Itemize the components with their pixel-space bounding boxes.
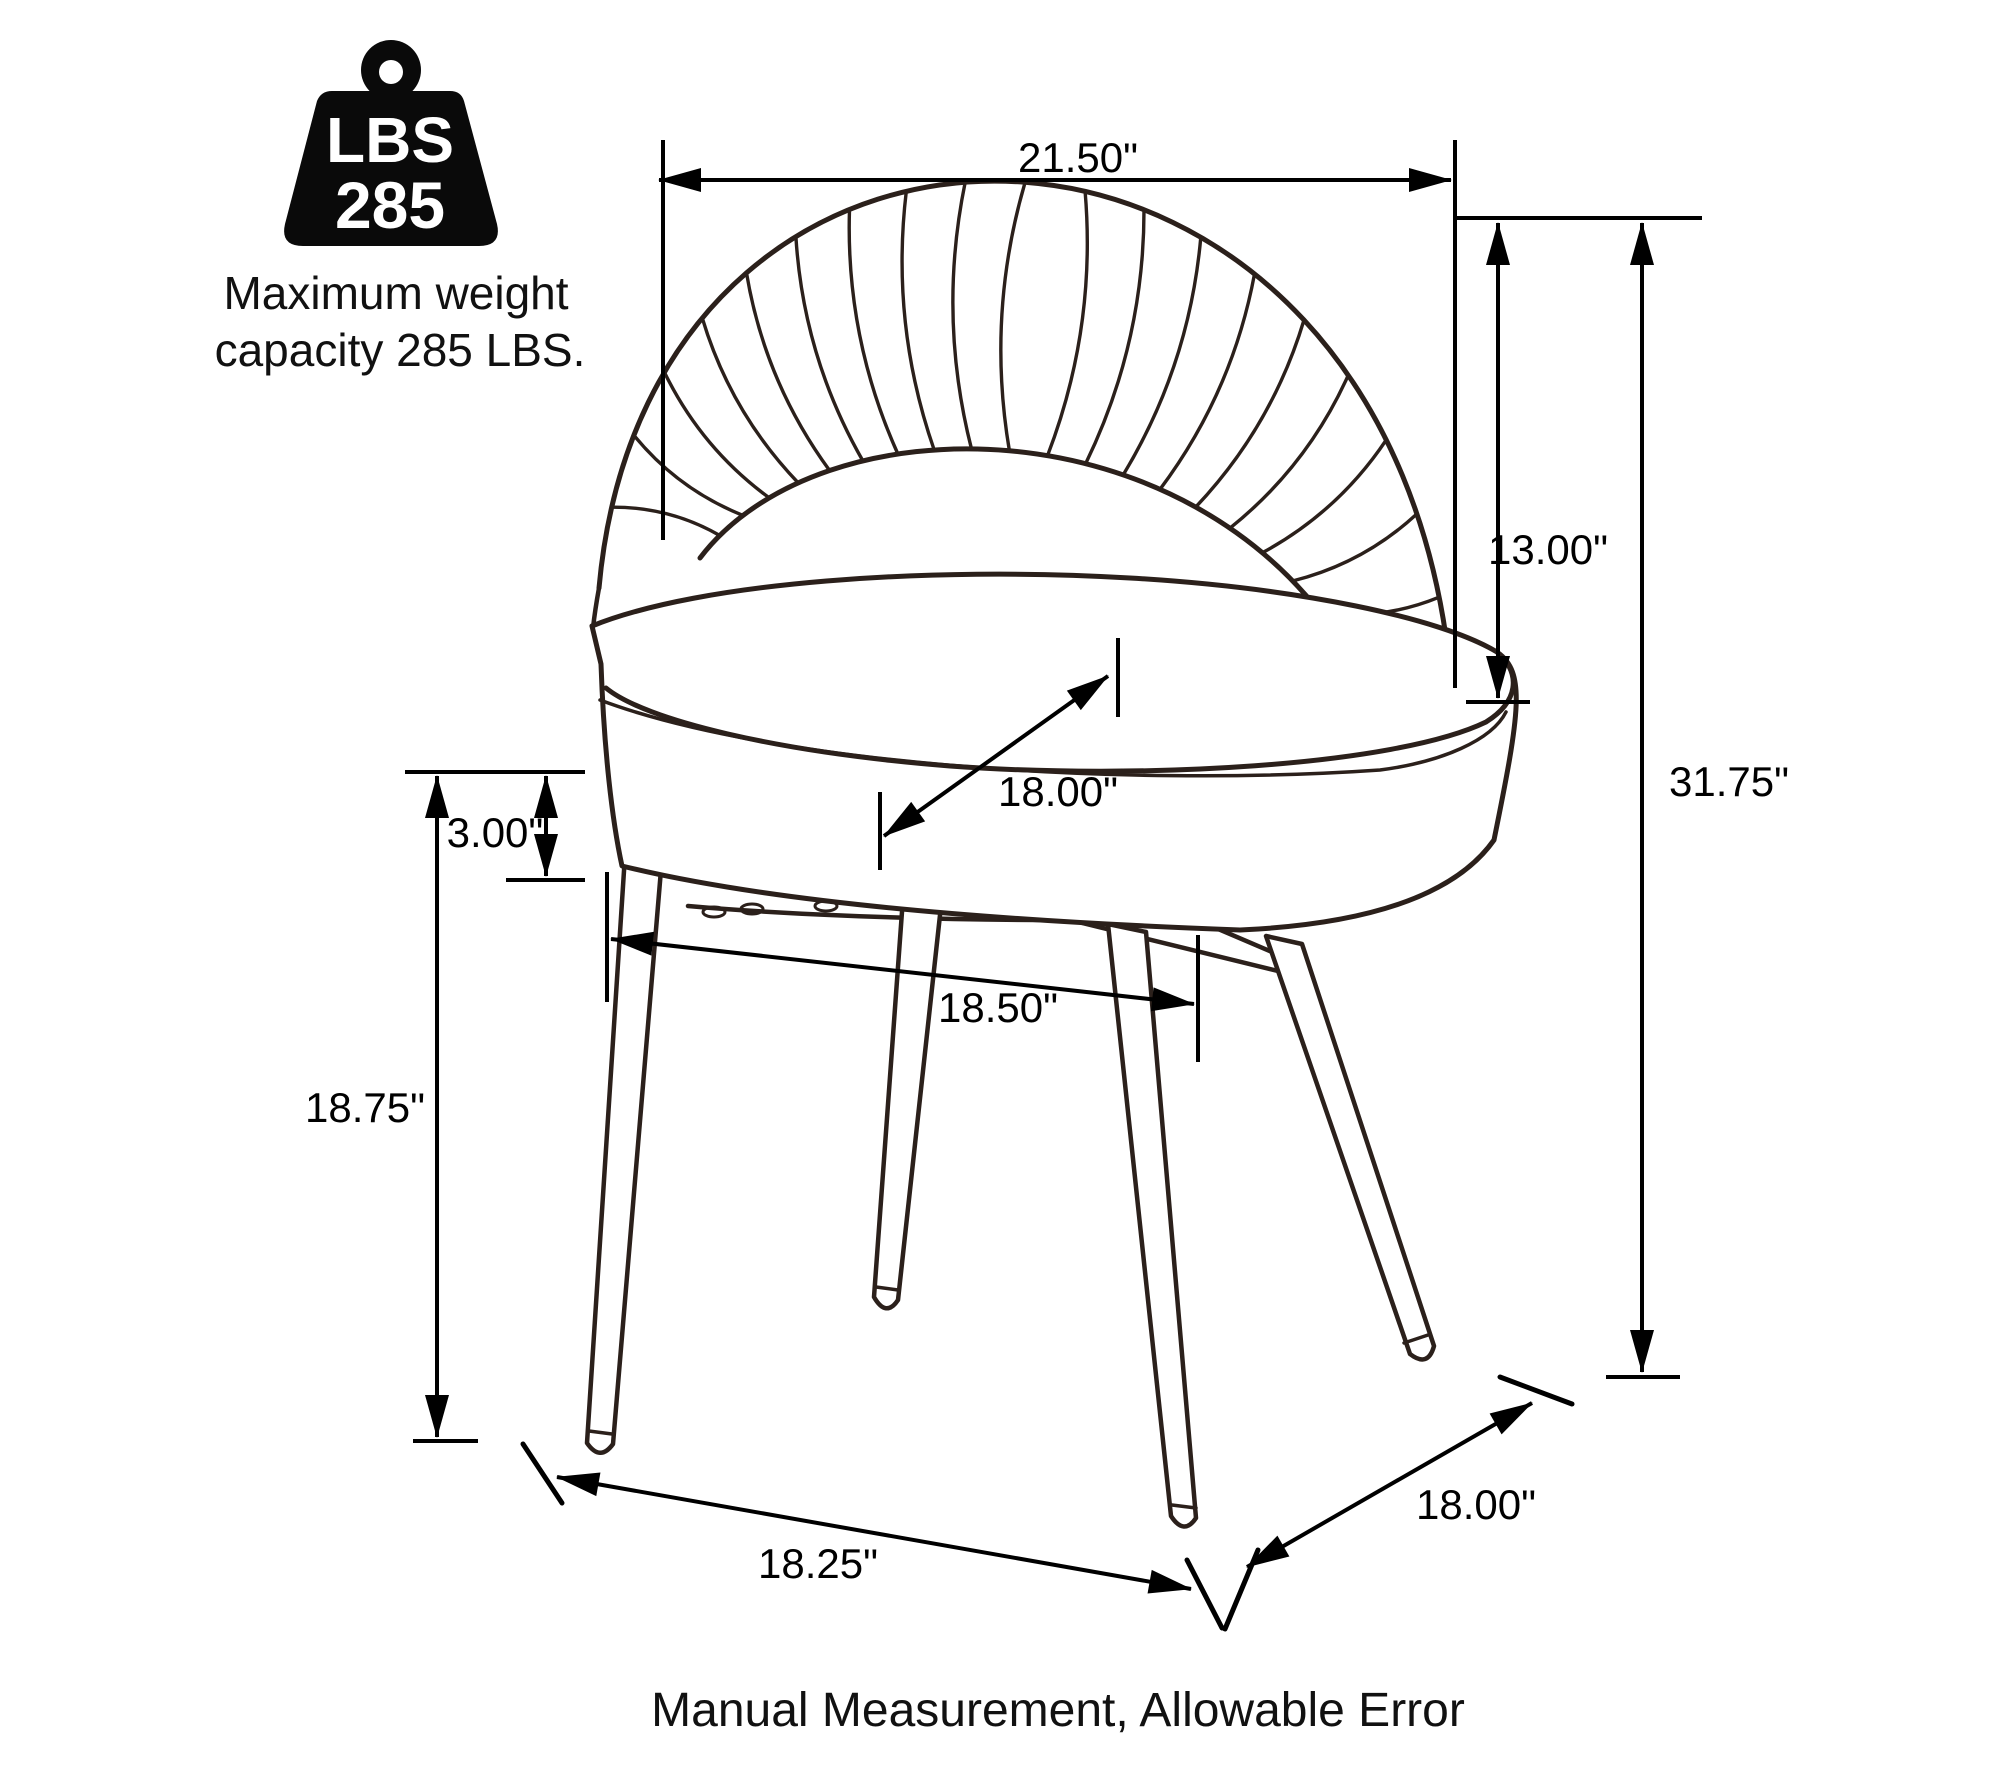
slash-frontwidth-left bbox=[523, 1444, 562, 1503]
dim-seat-depth-label: 18.00" bbox=[997, 768, 1119, 815]
dim-backrest-height-label: 13.00" bbox=[1487, 526, 1609, 573]
dim-cushion-thickness-label: 3.00" bbox=[446, 809, 544, 856]
dim-leg-height-label: 18.75" bbox=[304, 1084, 426, 1131]
front-right-leg bbox=[1108, 924, 1196, 1527]
weight-kettlebell-handle-hole bbox=[379, 60, 403, 84]
dim-front-width-label: 18.25" bbox=[757, 1540, 879, 1587]
weight-badge-lbs-label: LBS bbox=[326, 104, 454, 176]
dim-leg-span-label: 18.50" bbox=[937, 984, 1059, 1031]
rear-left-leg bbox=[874, 898, 941, 1308]
rear-right-leg bbox=[1266, 936, 1434, 1359]
max-weight-caption-line1: Maximum weight bbox=[223, 267, 569, 319]
dim-side-depth-label: 18.00" bbox=[1415, 1481, 1537, 1528]
dim-overall-height-label: 31.75" bbox=[1668, 758, 1790, 805]
underseat-screw bbox=[703, 907, 725, 917]
slash-frontwidth-right bbox=[1187, 1560, 1222, 1628]
front-left-leg bbox=[587, 778, 668, 1453]
weight-capacity-badge bbox=[215, 40, 586, 376]
chair-drawing bbox=[587, 181, 1516, 1526]
slash-sidedepth-upper bbox=[1500, 1377, 1572, 1404]
weight-badge-285-label: 285 bbox=[334, 168, 446, 242]
measurement-disclaimer: Manual Measurement, Allowable Error bbox=[651, 1684, 1465, 1737]
dim-top-width-label: 21.50" bbox=[1017, 134, 1139, 181]
max-weight-caption-line2: capacity 285 LBS. bbox=[214, 324, 586, 376]
